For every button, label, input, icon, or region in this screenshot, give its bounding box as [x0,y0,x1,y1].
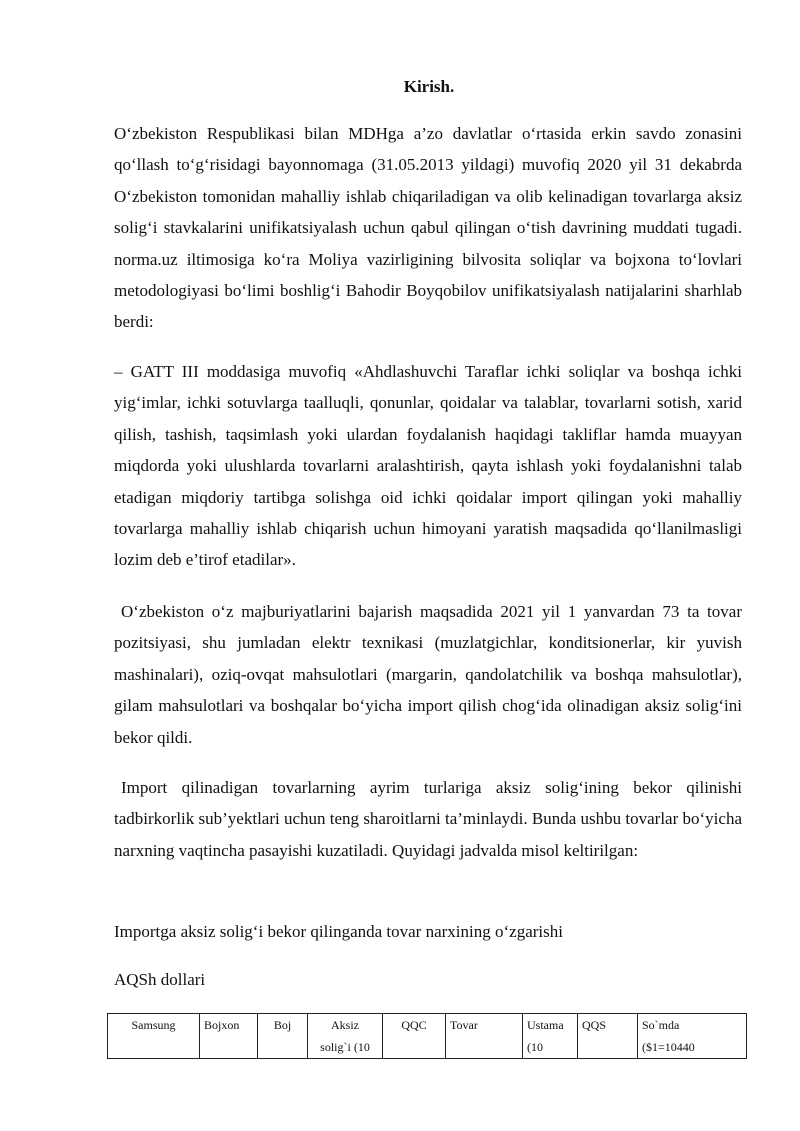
paragraph-6: AQSh dollari [114,970,206,989]
paragraph-import [114,772,742,866]
table-header-cell: QQC [383,1014,446,1059]
document-title: Kirish. [403,77,455,96]
paragraph-2: – GATT III moddasiga muvofiq «Ahdlashuvchi Taraflar ichki soliqlar va boshqa ichki yig‘imlar, ichki sotuvlarga taalluqli, qonunlar, qoidalar va talablar, tovarlarni sotish, xarid qilish, tashish, taqsimlash yoki ulardan foydalanish haqidagi takliflar hamda muayyan miqdorda yoki ulushlarda tovarlarni aralashtirish, qayta ishlash yoki foydalanishni talab etadigan miqdoriy tartibga solishga oid ichki qoidalar import qilingan yoki mahalliy tovarlarga mahalliy ishlab chiqarish uchun himoyani yaratish maqsadida qo‘llanilmasligi lozim deb e’tirof etadilar». [114,362,742,570]
table-header-cell: QQS [578,1014,638,1059]
paragraph-gatt [114,356,742,576]
table-header-cell: Bojxon [200,1014,258,1059]
table-header-cell: Ustama (10 [523,1014,578,1059]
paragraph-obligations [114,596,742,753]
paragraph-5: Importga aksiz solig‘i bekor qilinganda tovar narxining o‘zgarishi [114,922,563,941]
paragraph-1: O‘zbekiston Respublikasi bilan MDHga a’zo davlatlar o‘rtasida erkin savdo zonasini qo‘llash to‘g‘risidagi bayonnomaga (31.05.2013 yildagi) muvofiq 2020 yil 31 dekabrda O‘zbekiston tomonidan mahalliy ishlab chiqariladigan va olib kelinadigan tovarlarga aksiz solig‘i stavkalarini unifikatsiyalash uchun qabul qilingan o‘tish davrining muddati tugadi. norma.uz iltimosiga ko‘ra Moliya vazirligining bilvosita soliqlar va bojxona to‘lovlari metodologiyasi bo‘limi boshlig‘i Bahodir Boyqobilov unifikatsiyalash natijalarini sharhlab berdi: [114,124,742,332]
table-header-cell: Aksiz solig`i (10 [308,1014,383,1059]
paragraph-4: Import qilinadigan tovarlarning ayrim turlariga aksiz solig‘ining bekor qilinishi tadbirkorlik sub’yektlari uchun teng sharoitlarni ta’minlaydi. Bunda ushbu tovarlar bo‘yicha narxning vaqtincha pasayishi kuzatiladi. Quyidagi jadvalda misol keltirilgan: [114,778,742,860]
table-header-cell: Samsung [108,1014,200,1059]
price-table [107,1013,747,1059]
table-caption [114,916,742,947]
table-header-cell: Boj [258,1014,308,1059]
paragraph-intro [114,118,742,338]
table-header-cell: Tovar [446,1014,523,1059]
table-header-cell: So`mda ($1=10440 [638,1014,747,1059]
paragraph-3: O‘zbekiston o‘z majburiyatlarini bajarish maqsadida 2021 yil 1 yanvardan 73 ta tovar pozitsiyasi, shu jumladan elektr texnikasi (muzlatgichlar, konditsionerlar, kir yuvish mashinalari), oziq-ovqat mahsulotlari (margarin, qandolatchilik va boshqa mahsulotlar), gilam mahsulotlari va boshqalar bo‘yicha import qilish chog‘ida olinadigan aksiz solig‘ini bekor qildi. [114,602,742,747]
currency-note [114,964,742,995]
table-header-row [108,1014,747,1059]
